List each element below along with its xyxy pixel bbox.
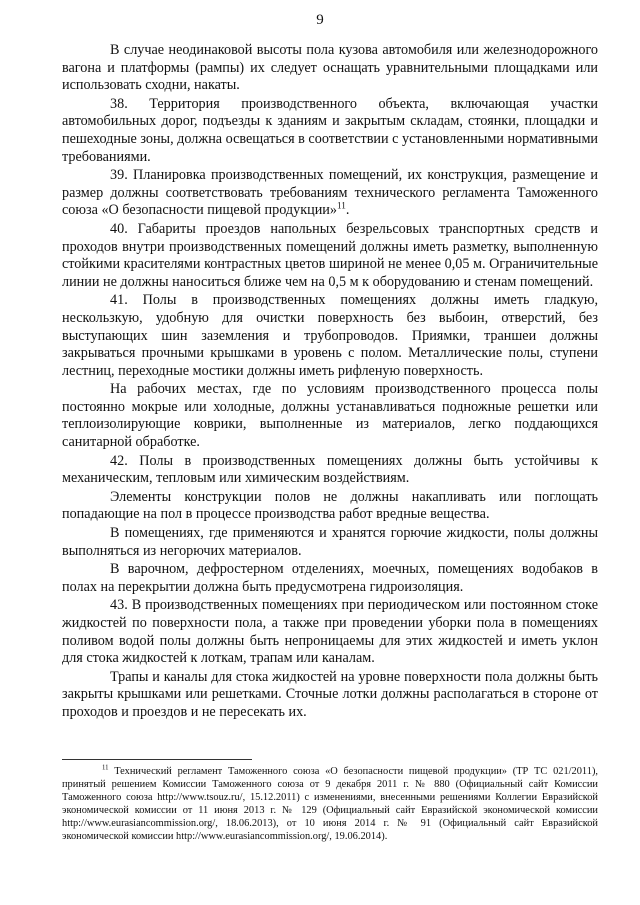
paragraph-39-layout	[62, 167, 598, 220]
paragraph-platform-ramps: В случае неодинаковой высоты пола кузова автомобиля или железнодорожного вагона и платформы (рампы) их следует оснащать уравнительными площадками или использовать сходни, накаты.	[62, 42, 598, 94]
paragraph-43-liquid-drain: 43. В производственных помещениях при периодическом или постоянном стоке жидкостей по поверхности пола, а также при проведении уборки пола в помещениях поливом водой полы должны быть непроницаемы для этих жидкостей и иметь уклон для стока жидкостей к лоткам, трапам или каналам.	[62, 597, 598, 667]
paragraph-workplaces: На рабочих местах, где по условиям производственного процесса полы постоянно мокрые или холодные, должны устанавливаться подножные решетки или теплоизолирующие коврики, выполненные из материалов, легко поддающихся санитарной обработке.	[62, 381, 598, 451]
footnote-reference: 11	[337, 200, 346, 211]
paragraph-waterproofing: В варочном, дефростерном отделениях, моечных, помещениях водобаков в полах на перекрытии должна быть предусмотрена гидроизоляция.	[62, 561, 598, 595]
footnote-text: Технический регламент Таможенного союза «О безопасности пищевой продукции» (ТР ТС 021/2011), принятый решением Комиссии Таможенного союза от 9 декабря 2011 г. № 880 (Официальный сайт Комиссии Таможенного союза http://www.tsouz.ru/, 15.12.2011) с изменениями, внесенными решениями Коллегии Евразийской экономической комиссии от 11 июня 2013 г. № 129 (Официальный сайт Евразийской экономической комиссии http://www.eurasiancommission.org/, 18.06.2013), от 10 июня 2014 г. № 91 (Официальный сайт Евразийской экономической комиссии http://www.eurasiancommission.org/, 19.06.2014).	[62, 766, 598, 842]
paragraph-41-floors: 41. Полы в производственных помещениях должны иметь гладкую, нескользкую, удобную для очистки поверхность без выбоин, отверстий, без выступающих шин заземления и трубопроводов. Приямки, траншеи должны закрываться прочными крышками в уровень с полом. Металлические полы, ступени лестниц, переходные мостики должны иметь рифленую поверхность.	[62, 292, 598, 379]
paragraph-42-floors-resistance: 42. Полы в производственных помещениях должны быть устойчивы к механическим, тепловым или химическим воздействиям.	[62, 452, 598, 487]
paragraph-39-end: .	[345, 202, 350, 219]
footnote-marker: 11	[102, 764, 109, 772]
paragraph-flammable-liquids: В помещениях, где применяются и хранятся горючие жидкости, полы должны выполняться из негорючих материалов.	[62, 525, 598, 559]
paragraph-39-text: 39. Планировка производственных помещений, их конструкция, размещение и размер должны соответствовать требованиям технического регламента Таможенного союза «О безопасности пищевой продукции»	[62, 167, 598, 219]
footnote	[62, 765, 598, 843]
footnote-separator	[62, 759, 252, 760]
paragraph-40-passages: 40. Габариты проездов напольных безрельсовых транспортных средств и проходов внутри производственных помещений должны иметь разметку, выполненную стойкими красителями контрастных цветов шириной не менее 0,05 м. Ограничительные линии не должны наноситься ближе чем на 0,5 м к оборудованию и стенам помещений.	[62, 220, 598, 290]
paragraph-38-territory: 38. Территория производственного объекта, включающая участки автомобильных дорог, подъезды к зданиям и закрытым складам, стоянки, площадки и пешеходные зоны, должна освещаться в соответствии с установленными нормативными требованиями.	[62, 95, 599, 165]
paragraph-drains-channels: Трапы и каналы для стока жидкостей на уровне поверхности пола должны быть закрыты крышками или решетками. Сточные лотки должны располагаться в стороне от проходов и проездов и не пересекать их.	[62, 668, 598, 720]
paragraph-floor-elements: Элементы конструкции полов не должны накапливать или поглощать попадающие на пол в процессе производства работ вредные вещества.	[62, 488, 598, 523]
body-text	[62, 42, 598, 723]
page-number: 9	[316, 12, 324, 28]
